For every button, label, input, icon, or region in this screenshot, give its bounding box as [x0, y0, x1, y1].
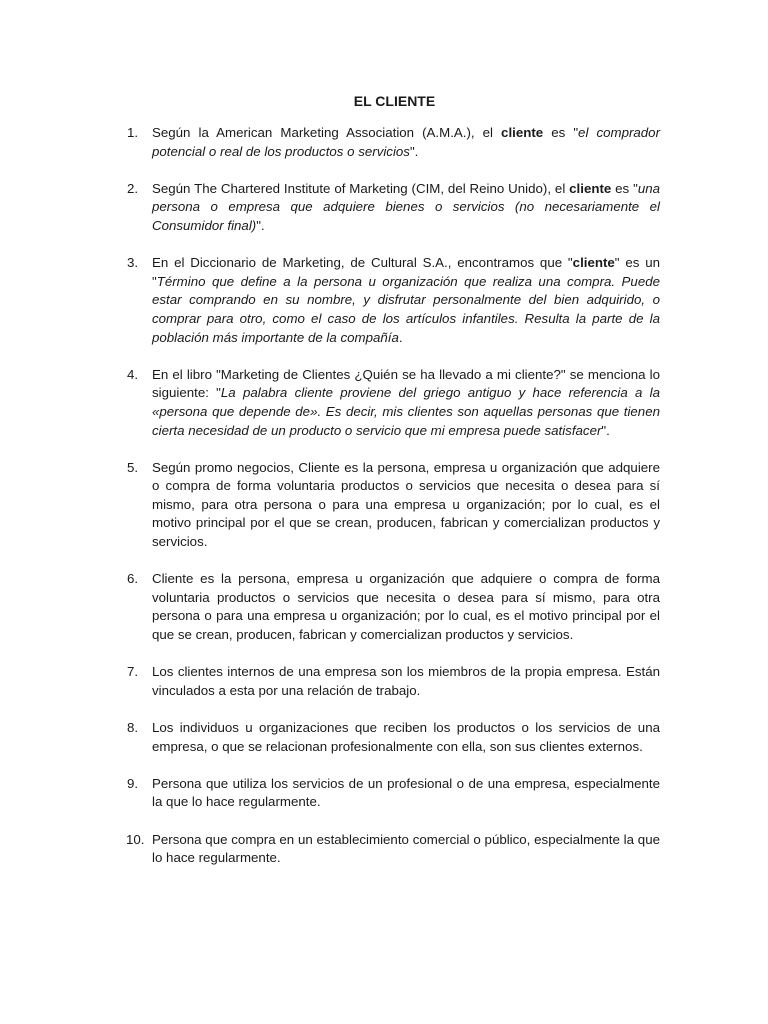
item-number: 7. — [127, 664, 139, 680]
item-number: 10. — [126, 831, 145, 847]
item-number: 1. — [127, 125, 139, 140]
list-item — [127, 663, 660, 700]
item-text: Los clientes internos de una empresa son los miembros de la propia empresa. Están vinculados a esta por una relación de trabajo. — [152, 664, 660, 698]
item-quote: una persona o empresa que adquiere bienes o servicios (no necesariamente el Consumidor final) — [152, 180, 660, 233]
item-text: Persona que compra en un establecimiento comercial o público, especialmente la que lo hace regularmente. — [152, 831, 660, 866]
item-quote: La palabra cliente proviene del griego antiguo y hace referencia a la «persona que depende de». Es decir, mis clientes son aquellas personas que tienen cierta necesidad de un producto o servicio que mi empresa puede satisfacer — [152, 385, 660, 438]
item-number: 3. — [127, 255, 139, 271]
item-text: Según la American Marketing Association (A.M.A.), el — [152, 125, 502, 140]
item-keyword: cliente — [569, 180, 612, 196]
item-keyword: cliente — [501, 125, 544, 140]
list-item — [127, 180, 660, 236]
item-text: Según promo negocios, Cliente es la persona, empresa u organización que adquiere o compra de forma voluntaria productos o servicios que necesita o desea para sí mismo, para otra persona o para una empresa u organización; por lo cual, es el motivo principal por el que se crean, producen, fabrican y comercializan productos y servicios. — [152, 459, 660, 550]
item-text: ". — [601, 422, 610, 438]
list-item — [127, 366, 660, 440]
item-text: Los individuos u organizaciones que reciben los productos o los servicios de una empresa, o que se relacionan profesionalmente con ella, son sus clientes externos. — [152, 720, 660, 754]
item-text: . — [398, 329, 403, 345]
list-item — [127, 459, 660, 552]
item-text: ". — [256, 217, 265, 233]
item-text: Según The Chartered Institute of Marketing (CIM, del Reino Unido), el — [152, 180, 570, 196]
document-title: EL CLIENTE — [353, 93, 436, 109]
item-text: es " — [543, 125, 579, 140]
list-item — [127, 719, 660, 756]
item-text: " es un " — [152, 255, 660, 289]
item-keyword: cliente — [572, 255, 615, 271]
item-text: Persona que utiliza los servicios de un profesional o de una empresa, especialmente la que lo hace regularmente. — [152, 775, 660, 810]
item-number: 9. — [127, 775, 139, 791]
item-text: En el libro "Marketing de Clientes ¿Quién se ha llevado a mi cliente?" se menciona lo siguiente: " — [152, 366, 660, 401]
list-item — [127, 254, 660, 347]
list-item — [127, 775, 660, 812]
item-quote: el comprador potencial o real de los productos o servicios — [152, 125, 661, 159]
list-item — [127, 831, 660, 868]
list-item — [127, 570, 660, 644]
item-number: 4. — [127, 366, 139, 382]
item-number: 5. — [127, 459, 139, 475]
definition-list — [127, 124, 660, 868]
item-number: 2. — [127, 180, 139, 196]
item-text: ". — [409, 143, 419, 159]
item-number: 8. — [127, 720, 139, 735]
list-item — [127, 124, 660, 161]
item-text: Cliente es la persona, empresa u organización que adquiere o compra de forma voluntaria productos o servicios que necesita o desea para sí mismo, para otra persona o para una empresa u organización; por lo cual, es el motivo principal por el que se crean, producen, fabrican y comercializan productos y servicios. — [152, 571, 660, 643]
item-number: 6. — [127, 571, 139, 587]
item-quote: Término que define a la persona u organización que realiza una compra. Puede estar comprando en su nombre, y disfrutar personalmente del bien adquirido, o comprar para otro, como el caso de los artículos infantiles. Resulta la parte de la población más importante de la compañía — [152, 273, 660, 345]
item-text: En el Diccionario de Marketing, de Cultural S.A., encontramos que " — [152, 255, 573, 271]
item-text: es " — [611, 180, 638, 196]
